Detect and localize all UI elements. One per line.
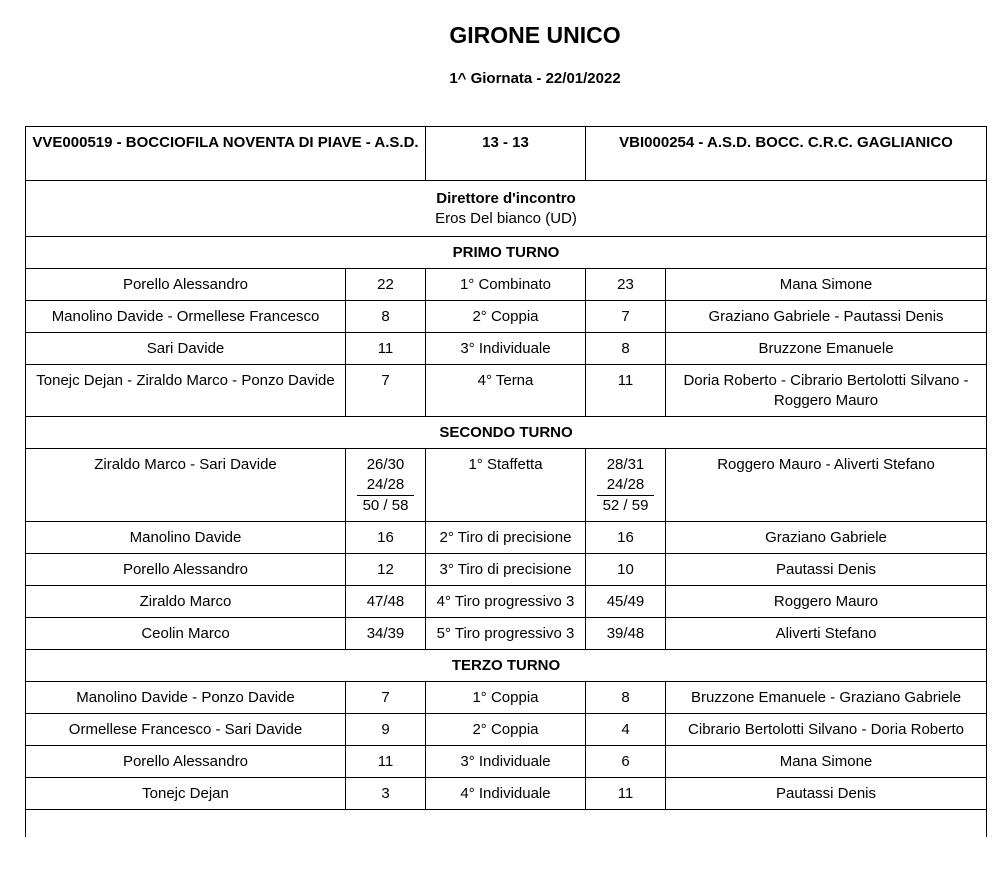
section-label: SECONDO TURNO bbox=[26, 417, 987, 449]
home-player: Ziraldo Marco bbox=[26, 586, 346, 618]
home-staffetta-score-1: 26/30 bbox=[366, 456, 405, 473]
home-player: Porello Alessandro bbox=[26, 746, 346, 778]
away-score: 7 bbox=[586, 301, 666, 333]
game-type: 4° Terna bbox=[426, 365, 586, 417]
table-row bbox=[26, 522, 987, 554]
away-score: 11 bbox=[586, 365, 666, 417]
director-name: Eros Del bianco (UD) bbox=[435, 210, 577, 227]
game-type: 2° Coppia bbox=[426, 301, 586, 333]
game-type: 5° Tiro progressivo 3 bbox=[426, 618, 586, 650]
section-terzo-turno bbox=[26, 650, 987, 682]
home-score: 11 bbox=[346, 746, 426, 778]
table-row bbox=[26, 269, 987, 301]
home-score: 7 bbox=[346, 682, 426, 714]
home-score: 34/39 bbox=[346, 618, 426, 650]
home-player: Tonejc Dejan bbox=[26, 778, 346, 810]
home-staffetta-total: 50 / 58 bbox=[362, 497, 409, 514]
game-type: 4° Individuale bbox=[426, 778, 586, 810]
away-team: VBI000254 - A.S.D. BOCC. C.R.C. GAGLIANICO bbox=[586, 127, 987, 181]
home-score: 47/48 bbox=[346, 586, 426, 618]
table-continuation-cell bbox=[26, 810, 987, 838]
home-player: Manolino Davide - Ponzo Davide bbox=[26, 682, 346, 714]
away-player: Bruzzone Emanuele bbox=[666, 333, 987, 365]
game-type: 1° Coppia bbox=[426, 682, 586, 714]
home-player: Sari Davide bbox=[26, 333, 346, 365]
away-player: Doria Roberto - Cibrario Bertolotti Silvano - Roggero Mauro bbox=[666, 365, 987, 417]
table-row bbox=[26, 714, 987, 746]
away-player: Pautassi Denis bbox=[666, 778, 987, 810]
away-player: Roggero Mauro bbox=[666, 586, 987, 618]
away-score: 39/48 bbox=[586, 618, 666, 650]
match-table bbox=[25, 126, 987, 837]
away-player: Graziano Gabriele bbox=[666, 522, 987, 554]
away-score: 23 bbox=[586, 269, 666, 301]
table-row bbox=[26, 333, 987, 365]
table-row bbox=[26, 618, 987, 650]
away-score: 10 bbox=[586, 554, 666, 586]
home-player: Manolino Davide - Ormellese Francesco bbox=[26, 301, 346, 333]
home-score: 16 bbox=[346, 522, 426, 554]
away-player: Bruzzone Emanuele - Graziano Gabriele bbox=[666, 682, 987, 714]
away-staffetta-score-2: 24/28 bbox=[597, 475, 655, 496]
section-primo-turno bbox=[26, 237, 987, 269]
home-team: VVE000519 - BOCCIOFILA NOVENTA DI PIAVE - A.S.D. bbox=[26, 127, 426, 181]
away-staffetta-score-1: 28/31 bbox=[606, 456, 645, 473]
director-row bbox=[26, 181, 987, 237]
away-player: Cibrario Bertolotti Silvano - Doria Roberto bbox=[666, 714, 987, 746]
away-player: Mana Simone bbox=[666, 746, 987, 778]
home-score: 3 bbox=[346, 778, 426, 810]
home-score: 12 bbox=[346, 554, 426, 586]
home-score: 7 bbox=[346, 365, 426, 417]
table-row bbox=[26, 682, 987, 714]
table-row bbox=[26, 778, 987, 810]
page-subtitle: 1^ Giornata - 22/01/2022 bbox=[449, 70, 621, 87]
home-player: Ceolin Marco bbox=[26, 618, 346, 650]
home-player: Ziraldo Marco - Sari Davide bbox=[26, 449, 346, 522]
away-player: Pautassi Denis bbox=[666, 554, 987, 586]
table-row bbox=[26, 301, 987, 333]
home-player: Ormellese Francesco - Sari Davide bbox=[26, 714, 346, 746]
table-row bbox=[26, 365, 987, 417]
home-staffetta-score-2: 24/28 bbox=[357, 475, 415, 496]
match-score: 13 - 13 bbox=[426, 127, 586, 181]
table-row bbox=[26, 586, 987, 618]
away-score: 16 bbox=[586, 522, 666, 554]
game-type: 2° Coppia bbox=[426, 714, 586, 746]
home-player: Porello Alessandro bbox=[26, 554, 346, 586]
away-score: 6 bbox=[586, 746, 666, 778]
away-score: 11 bbox=[586, 778, 666, 810]
match-header-row bbox=[26, 127, 987, 181]
home-player: Tonejc Dejan - Ziraldo Marco - Ponzo Davide bbox=[26, 365, 346, 417]
game-type: 3° Individuale bbox=[426, 333, 586, 365]
section-label: PRIMO TURNO bbox=[26, 237, 987, 269]
away-score: 8 bbox=[586, 333, 666, 365]
home-score: 9 bbox=[346, 714, 426, 746]
away-score: 45/49 bbox=[586, 586, 666, 618]
home-player: Porello Alessandro bbox=[26, 269, 346, 301]
away-staffetta-scores bbox=[586, 449, 666, 522]
home-player: Manolino Davide bbox=[26, 522, 346, 554]
game-type: 1° Combinato bbox=[426, 269, 586, 301]
away-player: Roggero Mauro - Aliverti Stefano bbox=[666, 449, 987, 522]
staffetta-row bbox=[26, 449, 987, 522]
home-score: 11 bbox=[346, 333, 426, 365]
section-label: TERZO TURNO bbox=[26, 650, 987, 682]
page-title: GIRONE UNICO bbox=[449, 22, 621, 48]
away-player: Graziano Gabriele - Pautassi Denis bbox=[666, 301, 987, 333]
director-cell bbox=[26, 181, 987, 237]
game-type: 4° Tiro progressivo 3 bbox=[426, 586, 586, 618]
away-score: 8 bbox=[586, 682, 666, 714]
game-type: 3° Tiro di precisione bbox=[426, 554, 586, 586]
away-player: Aliverti Stefano bbox=[666, 618, 987, 650]
game-type: 3° Individuale bbox=[426, 746, 586, 778]
away-score: 4 bbox=[586, 714, 666, 746]
away-player: Mana Simone bbox=[666, 269, 987, 301]
table-continuation-row bbox=[26, 810, 987, 838]
home-score: 8 bbox=[346, 301, 426, 333]
table-row bbox=[26, 746, 987, 778]
table-row bbox=[26, 554, 987, 586]
game-type: 2° Tiro di precisione bbox=[426, 522, 586, 554]
section-secondo-turno bbox=[26, 417, 987, 449]
home-staffetta-scores bbox=[346, 449, 426, 522]
director-label: Direttore d'incontro bbox=[436, 190, 576, 207]
away-staffetta-total: 52 / 59 bbox=[602, 497, 649, 514]
home-score: 22 bbox=[346, 269, 426, 301]
game-type: 1° Staffetta bbox=[426, 449, 586, 522]
